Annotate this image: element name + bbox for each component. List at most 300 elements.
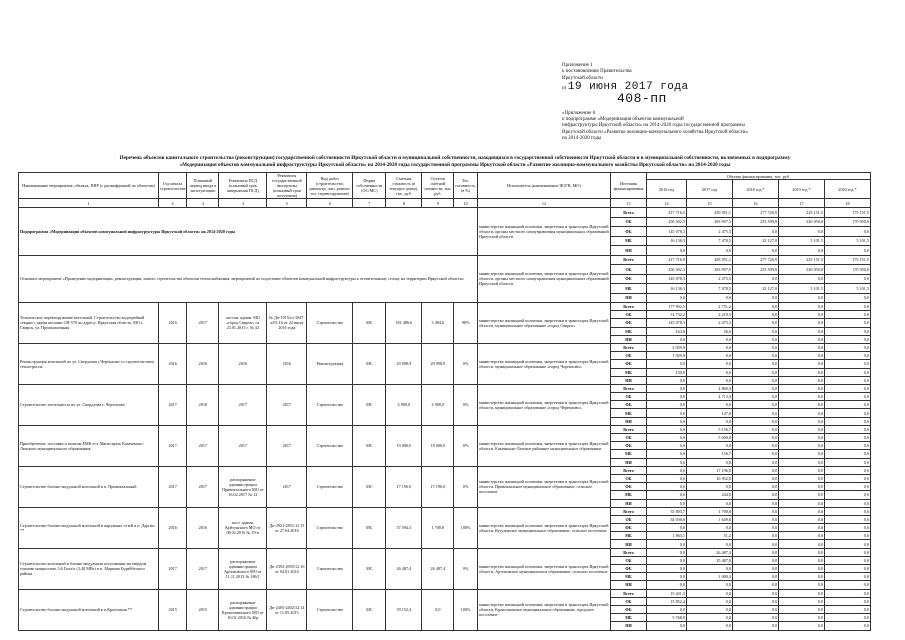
- funding-value: 5 101,5: [824, 284, 870, 294]
- object-attribute: 2017: [267, 466, 307, 507]
- funding-value: 0,0: [732, 376, 778, 384]
- funding-value: 0,0: [778, 434, 824, 442]
- funding-value: 0,0: [824, 458, 870, 466]
- funding-source: НИ: [610, 293, 646, 303]
- funding-value: 0,0: [824, 589, 870, 597]
- funding-source: ФБ: [610, 360, 646, 368]
- funding-value: 0,0: [732, 417, 778, 425]
- funding-value: 31 732,2: [646, 311, 686, 319]
- funding-source: НИ: [610, 499, 646, 507]
- funding-source: ФБ: [610, 401, 646, 409]
- funding-value: 0,0: [824, 597, 870, 605]
- funding-value: 0,0: [778, 614, 824, 622]
- funding-source: ОБ: [610, 352, 646, 360]
- funding-value: 0,0: [732, 507, 778, 515]
- object-attribute: 4 900,0: [386, 384, 422, 425]
- executor: министерство жилищной политики, энергетики и транспорта Иркутской области, Артемовское муниципальное образование, сельское поселение: [477, 548, 610, 589]
- funding-value: 0,0: [646, 393, 686, 401]
- funding-value: 0,0: [824, 450, 870, 458]
- funding-source: Всего: [610, 343, 646, 351]
- executor: министерство жилищной политики, энергетики и транспорта Иркутской области, муниципальное образование «город Черемхово»: [477, 384, 610, 425]
- funding-value: 0,0: [824, 384, 870, 392]
- executor: министерство жилищной политики, энергетики и транспорта Иркутской области, муниципальное образование «город Свирск»: [477, 303, 610, 344]
- funding-value: 0,0: [824, 409, 870, 417]
- funding-value: 0,0: [778, 368, 824, 376]
- source-row: [19, 303, 871, 311]
- funding-value: 0,0: [778, 597, 824, 605]
- funding-source: НИ: [610, 376, 646, 384]
- funding-value: 0,0: [778, 335, 824, 343]
- object-attribute: 2016: [159, 303, 187, 344]
- funding-value: 0,0: [686, 622, 732, 630]
- column-header: Форма собственности (ОС/МС): [353, 173, 386, 199]
- funding-value: 0,0: [824, 293, 870, 303]
- column-number: 10: [454, 199, 478, 208]
- object-attribute: Строительство: [307, 548, 353, 589]
- object-attribute: 2017: [219, 425, 267, 466]
- funding-value: 225 151,5: [778, 255, 824, 265]
- funding-source: ОБ: [610, 556, 646, 564]
- source-row: [19, 466, 871, 474]
- funding-value: 0,0: [778, 450, 824, 458]
- funding-value: 4 860,4: [686, 384, 732, 392]
- object-attribute: Строительство: [307, 507, 353, 548]
- column-number: 12: [477, 199, 610, 208]
- funding-value: 0,0: [686, 442, 732, 450]
- funding-value: 0,0: [732, 352, 778, 360]
- funding-value: 2 059,9: [646, 343, 686, 351]
- funding-value: 0,0: [778, 303, 824, 311]
- funding-value: 22 127,0: [732, 236, 778, 246]
- funding-value: 0,0: [646, 450, 686, 458]
- column-header: Исполнитель (наименование ИОГВ, МО): [477, 173, 610, 199]
- funding-value: 16 136,3: [646, 284, 686, 294]
- funding-value: 277 726,9: [732, 255, 778, 265]
- funding-source: Всего: [610, 548, 646, 556]
- funding-value: 16 952,0: [686, 474, 732, 482]
- funding-value: 0,0: [732, 605, 778, 613]
- funding-source: ФБ: [610, 565, 646, 573]
- row-title: Основное мероприятие «Проведение модернизации, реконструкции, нового строительства объектов теплоснабжения, мероприятий по подготовке объектов коммунальной инфраструктуры к отопительному сезону на территории Иркутской области»: [19, 255, 478, 303]
- funding-value: 0,0: [732, 458, 778, 466]
- object-attribute: 2016: [159, 507, 187, 548]
- object-attribute: Дп-2405-2402/12.14 от 11.05.2015: [267, 589, 307, 630]
- appendix-line: к постановлению Правительства: [562, 69, 632, 75]
- object-attribute: пост. админ. Куйтунского МО от 08.02.2016 № 19-п: [219, 507, 267, 548]
- funding-source: МБ: [610, 491, 646, 499]
- column-number: 17: [778, 199, 824, 208]
- funding-value: 2 475,3: [686, 274, 732, 284]
- funding-value: 0,0: [778, 466, 824, 474]
- funding-value: 244,0: [686, 491, 732, 499]
- funding-value: 5 156,7: [686, 425, 732, 433]
- funding-value: 0,0: [732, 434, 778, 442]
- funding-value: 5 768,9: [646, 614, 686, 622]
- funding-value: 283 997,5: [686, 265, 732, 275]
- funding-value: 0,0: [646, 335, 686, 343]
- object-name: Техническое перевооружение котельной. Строительство водогрейной секции с двумя котлами СН-570 по адресу: Иркутская область, МО г. Свирск, ул. Промышленная: [19, 303, 159, 344]
- funding-value: 0,0: [646, 409, 686, 417]
- funding-value: 0,0: [824, 524, 870, 532]
- funding-value: 0,0: [778, 573, 824, 581]
- funding-value: 0,0: [824, 622, 870, 630]
- funding-source: Всего: [610, 507, 646, 515]
- funding-value: 0,0: [778, 540, 824, 548]
- object-attribute: 2015: [159, 589, 187, 630]
- funding-value: 0,0: [824, 401, 870, 409]
- funding-value: 0,0: [646, 540, 686, 548]
- column-number: 8: [386, 199, 422, 208]
- funding-value: 26 487,4: [686, 548, 732, 556]
- funding-value: 0,0: [824, 548, 870, 556]
- funding-value: 0,0: [686, 524, 732, 532]
- funding-value: 0,0: [824, 227, 870, 237]
- object-attribute: распоряжение администрации Кропоткинского МО от 10.02.2016 № 46р: [219, 589, 267, 630]
- funding-value: 0,0: [732, 319, 778, 327]
- funding-value: 34 030,6: [646, 515, 686, 523]
- executor: министерство жилищной политики, энергетики и транспорта Иркутской области, Кутуликское муниципальное образование, сельское поселение: [477, 507, 610, 548]
- column-number: 7: [353, 199, 386, 208]
- funding-value: 0,0: [778, 352, 824, 360]
- funding-value: 1 929,9: [646, 352, 686, 360]
- funding-value: 15 421,3: [646, 589, 686, 597]
- object-attribute: 2017: [159, 384, 187, 425]
- object-attribute: 19 000,0: [422, 425, 454, 466]
- object-attribute: 17 196,0: [422, 466, 454, 507]
- column-header: 2017 год: [686, 180, 732, 199]
- funding-value: 0,0: [824, 327, 870, 335]
- funding-value: 0,0: [732, 556, 778, 564]
- funding-value: 156,7: [686, 450, 732, 458]
- column-number: 1: [19, 199, 159, 208]
- object-attribute: Дп-2393-2995/12.16 от 04.01.2016: [267, 548, 307, 589]
- source-row: [19, 548, 871, 556]
- funding-value: 145 078,3: [646, 274, 686, 284]
- header-row: [19, 173, 871, 180]
- object-name: Строительство теплотрассы по ул. Свердлова г. Черемхово: [19, 384, 159, 425]
- funding-value: 0,0: [778, 376, 824, 384]
- object-attribute: МС: [353, 425, 386, 466]
- appendix-line: Приложение 1: [562, 63, 593, 68]
- funding-value: 0,0: [778, 384, 824, 392]
- funding-value: 0,0: [732, 360, 778, 368]
- funding-value: 0,0: [732, 515, 778, 523]
- funding-value: 0,0: [646, 466, 686, 474]
- funding-value: 0,0: [824, 565, 870, 573]
- object-attribute: 29 098,9: [386, 343, 422, 384]
- object-attribute: 0%: [454, 425, 478, 466]
- funding-value: 0,0: [778, 319, 824, 327]
- object-attribute: 37 594,5: [386, 507, 422, 548]
- funding-value: 0,0: [646, 499, 686, 507]
- column-header: Остаток сметной стоимости, тыс. руб.: [422, 173, 454, 199]
- object-attribute: МС: [353, 507, 386, 548]
- funding-value: 220 050,0: [778, 217, 824, 227]
- column-header: 2019 год *: [778, 180, 824, 199]
- appendix-block: [562, 63, 748, 143]
- funding-value: 0,0: [732, 335, 778, 343]
- funding-value: 0,0: [824, 581, 870, 589]
- funding-value: 0,0: [732, 368, 778, 376]
- source-row: [19, 507, 871, 515]
- object-attribute: 0%: [454, 343, 478, 384]
- funding-value: 0,0: [732, 246, 778, 256]
- column-header: Тех. готовность, (в %): [454, 173, 478, 199]
- funding-value: 5 101,5: [824, 236, 870, 246]
- funding-value: 0,0: [778, 474, 824, 482]
- funding-value: 0,0: [732, 293, 778, 303]
- object-attribute: 0%: [454, 548, 478, 589]
- funding-value: 0,0: [646, 458, 686, 466]
- funding-value: 0,0: [686, 352, 732, 360]
- object-name: Строительство блочно-модульной котельной в п. Привокзальный: [19, 466, 159, 507]
- source-row: [19, 384, 871, 392]
- funding-source: Всего: [610, 208, 646, 218]
- funding-value: 5 101,5: [778, 236, 824, 246]
- funding-source: НИ: [610, 581, 646, 589]
- funding-value: 0,0: [646, 556, 686, 564]
- object-attribute: 19 000,0: [386, 425, 422, 466]
- object-attribute: 2017: [187, 303, 219, 344]
- funding-value: 0,0: [686, 417, 732, 425]
- object-attribute: 2016: [187, 507, 219, 548]
- executor: министерство жилищной политики, энергетики и транспорта Иркутской области, муниципальное образование «город Черемхово»: [477, 343, 610, 384]
- funding-value: 0,0: [824, 343, 870, 351]
- funding-value: 0,0: [824, 540, 870, 548]
- funding-value: 0,0: [778, 293, 824, 303]
- source-row: [19, 343, 871, 351]
- column-number: 15: [686, 199, 732, 208]
- funding-value: 0,0: [824, 352, 870, 360]
- funding-value: 1 700,8: [686, 507, 732, 515]
- funding-value: 0,0: [732, 393, 778, 401]
- funding-source: МБ: [610, 573, 646, 581]
- funding-value: 0,0: [646, 425, 686, 433]
- funding-value: 0,0: [646, 474, 686, 482]
- funding-value: 0,0: [732, 565, 778, 573]
- funding-value: 22 127,0: [732, 284, 778, 294]
- column-header: Источник финансирования: [610, 173, 646, 199]
- column-header: 2020 год *: [824, 180, 870, 199]
- funding-value: 163,0: [646, 327, 686, 335]
- funding-value: 0,0: [646, 246, 686, 256]
- object-attribute: 2017: [267, 425, 307, 466]
- object-attribute: 2018: [187, 384, 219, 425]
- funding-value: 0,0: [778, 274, 824, 284]
- funding-value: 0,0: [646, 293, 686, 303]
- object-attribute: 2016: [159, 343, 187, 384]
- funding-value: 0,0: [646, 524, 686, 532]
- object-attribute: 2017: [159, 548, 187, 589]
- object-name: Строительство блочно-модульной котельной и наружных сетей в п. Даргин **: [19, 507, 159, 548]
- funding-value: 250 951,1: [686, 208, 732, 218]
- funding-value: 0,0: [686, 614, 732, 622]
- column-header: Плановый период ввода в эксплуатацию: [187, 173, 219, 199]
- funding-value: 0,0: [686, 360, 732, 368]
- funding-value: 175 151,5: [824, 208, 870, 218]
- funding-value: 4 713,4: [686, 393, 732, 401]
- object-attribute: 39 152,4: [386, 589, 422, 630]
- funding-value: 0,0: [732, 622, 778, 630]
- funding-value: 0,0: [778, 548, 824, 556]
- funding-source: МБ: [610, 368, 646, 376]
- funding-value: 25 487,0: [686, 556, 732, 564]
- object-attribute: МС: [353, 384, 386, 425]
- funding-value: 0,0: [732, 532, 778, 540]
- annex-text: к подпрограмме «Модернизация объектов коммунальной: [562, 117, 684, 123]
- funding-value: 255 599,9: [732, 265, 778, 275]
- funding-value: 0,0: [732, 442, 778, 450]
- appendix-line: Иркутской области: [562, 75, 603, 81]
- funding-value: 170 050,0: [824, 265, 870, 275]
- funding-value: 0,0: [732, 274, 778, 284]
- column-number: 3: [187, 199, 219, 208]
- funding-value: 0,0: [686, 335, 732, 343]
- funding-source: НИ: [610, 540, 646, 548]
- funding-value: 0,0: [686, 401, 732, 409]
- column-number: 16: [732, 199, 778, 208]
- date-prefix: от: [562, 86, 567, 92]
- funding-value: 51,2: [686, 532, 732, 540]
- funding-source: Всего: [610, 466, 646, 474]
- funding-value: 7 478,5: [686, 236, 732, 246]
- funding-value: 0,0: [824, 311, 870, 319]
- funding-source: МБ: [610, 614, 646, 622]
- funding-value: 7 478,5: [686, 284, 732, 294]
- object-attribute: МС: [353, 548, 386, 589]
- funding-value: 0,0: [686, 293, 732, 303]
- funding-source: Всего: [610, 425, 646, 433]
- object-attribute: 0%: [454, 466, 478, 507]
- column-number: 4: [219, 199, 267, 208]
- funding-value: 0,0: [646, 384, 686, 392]
- funding-value: 0,0: [686, 565, 732, 573]
- funding-source: ОБ: [610, 515, 646, 523]
- funding-value: 0,0: [732, 540, 778, 548]
- funding-value: 0,0: [686, 597, 732, 605]
- object-attribute: 26 487,4: [386, 548, 422, 589]
- funding-source: ФБ: [610, 524, 646, 532]
- funding-value: 0,0: [778, 605, 824, 613]
- column-header: Сметная стоимость (в текущих ценах), тыс. руб.: [386, 173, 422, 199]
- funding-value: 0,0: [646, 483, 686, 491]
- annex-text: Иркутской области «Развитие жилищно-коммунального хозяйства Иркутской области»: [562, 129, 748, 135]
- funding-value: 17 196,0: [686, 466, 732, 474]
- object-attribute: Строительство: [307, 589, 353, 630]
- funding-value: 0,0: [686, 589, 732, 597]
- funding-value: 256 502,3: [646, 265, 686, 275]
- column-number: 13: [610, 199, 646, 208]
- object-name: Приобретение, поставка и монтаж БМК в п. Магистраль Казачинско-Ленского муниципального образования: [19, 425, 159, 466]
- funding-value: 0,0: [732, 303, 778, 311]
- funding-header: Объемы финансирования, тыс. руб.: [646, 173, 870, 180]
- funding-source: ОБ: [610, 434, 646, 442]
- object-attribute: Реконструкция: [307, 343, 353, 384]
- funding-source: НИ: [610, 458, 646, 466]
- funding-value: 283 997,5: [686, 217, 732, 227]
- funding-source: Всего: [610, 303, 646, 311]
- funding-value: 0,0: [646, 491, 686, 499]
- funding-value: 256 502,3: [646, 217, 686, 227]
- funding-source: ФБ: [610, 483, 646, 491]
- funding-source: ОБ: [610, 217, 646, 227]
- funding-value: 1 649,6: [686, 515, 732, 523]
- funding-value: 175 151,5: [824, 255, 870, 265]
- handwritten-number: 408-пп: [617, 91, 667, 107]
- column-header: Вид работ (строительство, реконстр., кап. ремонт, тех. перевооружение): [307, 173, 353, 199]
- objects-table: [18, 172, 871, 631]
- funding-value: 0,0: [686, 376, 732, 384]
- column-header: 2016 год: [646, 180, 686, 199]
- column-number: 5: [267, 199, 307, 208]
- object-attribute: 100%: [454, 589, 478, 630]
- funding-value: 255 599,9: [732, 217, 778, 227]
- funding-value: 0,0: [646, 565, 686, 573]
- funding-source: МБ: [610, 327, 646, 335]
- object-attribute: № Дп-1915/гл-1047-а/01.16 от 22 июля 2016 года: [267, 303, 307, 344]
- funding-value: 0,0: [824, 360, 870, 368]
- funding-source: МБ: [610, 236, 646, 246]
- funding-value: 2 751,2: [686, 303, 732, 311]
- object-attribute: распоряжение администрации Привокзального МО от 16.02.2017 № 12: [219, 466, 267, 507]
- funding-source: ФБ: [610, 605, 646, 613]
- funding-value: 0,0: [732, 343, 778, 351]
- object-attribute: 17 196,0: [386, 466, 422, 507]
- funding-value: 417 716,5: [646, 208, 686, 218]
- document-title: [25, 155, 885, 168]
- funding-value: 0,0: [732, 581, 778, 589]
- funding-value: 0,0: [778, 622, 824, 630]
- funding-value: 0,0: [686, 605, 732, 613]
- funding-value: 0,0: [778, 360, 824, 368]
- title-line: Перечень объектов капитального строительства (реконструкции) государственной собственности Иркутской области и муниципальной собственности, находящихся в государственной собственности Иркутской области и в муниципальной собственности, включенных в подпрограмму: [119, 155, 791, 161]
- funding-value: 0,0: [824, 425, 870, 433]
- funding-value: 130,0: [646, 368, 686, 376]
- number-line: [562, 93, 748, 105]
- funding-value: 0,0: [686, 343, 732, 351]
- object-attribute: 100%: [454, 507, 478, 548]
- object-attribute: 4 900,0: [422, 384, 454, 425]
- funding-value: 0,0: [824, 442, 870, 450]
- column-number-row: [19, 199, 871, 208]
- funding-source: Всего: [610, 255, 646, 265]
- object-attribute: Дп-2921-2851/11.15 от 27.04.2016: [267, 507, 307, 548]
- object-attribute: 26 487,4: [422, 548, 454, 589]
- funding-source: ФБ: [610, 319, 646, 327]
- funding-value: 0,0: [732, 597, 778, 605]
- funding-source: НИ: [610, 622, 646, 630]
- object-name: Строительство котельной в блочно-модульном исполнении на твердом топливе мощностью 3,6 Гкал/ч (3,48 МВт) в п. Маркова Будийбеского района: [19, 548, 159, 589]
- funding-value: 0,0: [778, 409, 824, 417]
- funding-source: МБ: [610, 284, 646, 294]
- executor: министерство жилищной политики, энергетики и транспорта Иркутской области, Кропоткинское муниципальное образование, городское поселение: [477, 589, 610, 630]
- funding-value: 0,0: [824, 499, 870, 507]
- funding-source: ФБ: [610, 442, 646, 450]
- object-attribute: 2017: [159, 425, 187, 466]
- object-attribute: 2017: [187, 425, 219, 466]
- funding-value: 0,0: [732, 614, 778, 622]
- funding-value: 145 078,3: [646, 319, 686, 327]
- column-number: 9: [422, 199, 454, 208]
- funding-value: 0,0: [778, 556, 824, 564]
- funding-value: 0,0: [778, 491, 824, 499]
- funding-value: 0,0: [732, 401, 778, 409]
- row-title: Подпрограмма «Модернизация объектов коммунальной инфраструктуры Иркутской области» на 2014-2020 годы: [19, 208, 478, 256]
- funding-value: 0,0: [778, 581, 824, 589]
- title-line: «Модернизация объектов коммунальной инфраструктуры Иркутской области» на 2014-2020 годы государственной программы Иркутской области «Развитие жилищно-коммунального хозяйства Иркутской области» на 2014-2020 годы: [179, 161, 731, 168]
- object-attribute: 29 098,9: [422, 343, 454, 384]
- funding-value: 0,0: [732, 573, 778, 581]
